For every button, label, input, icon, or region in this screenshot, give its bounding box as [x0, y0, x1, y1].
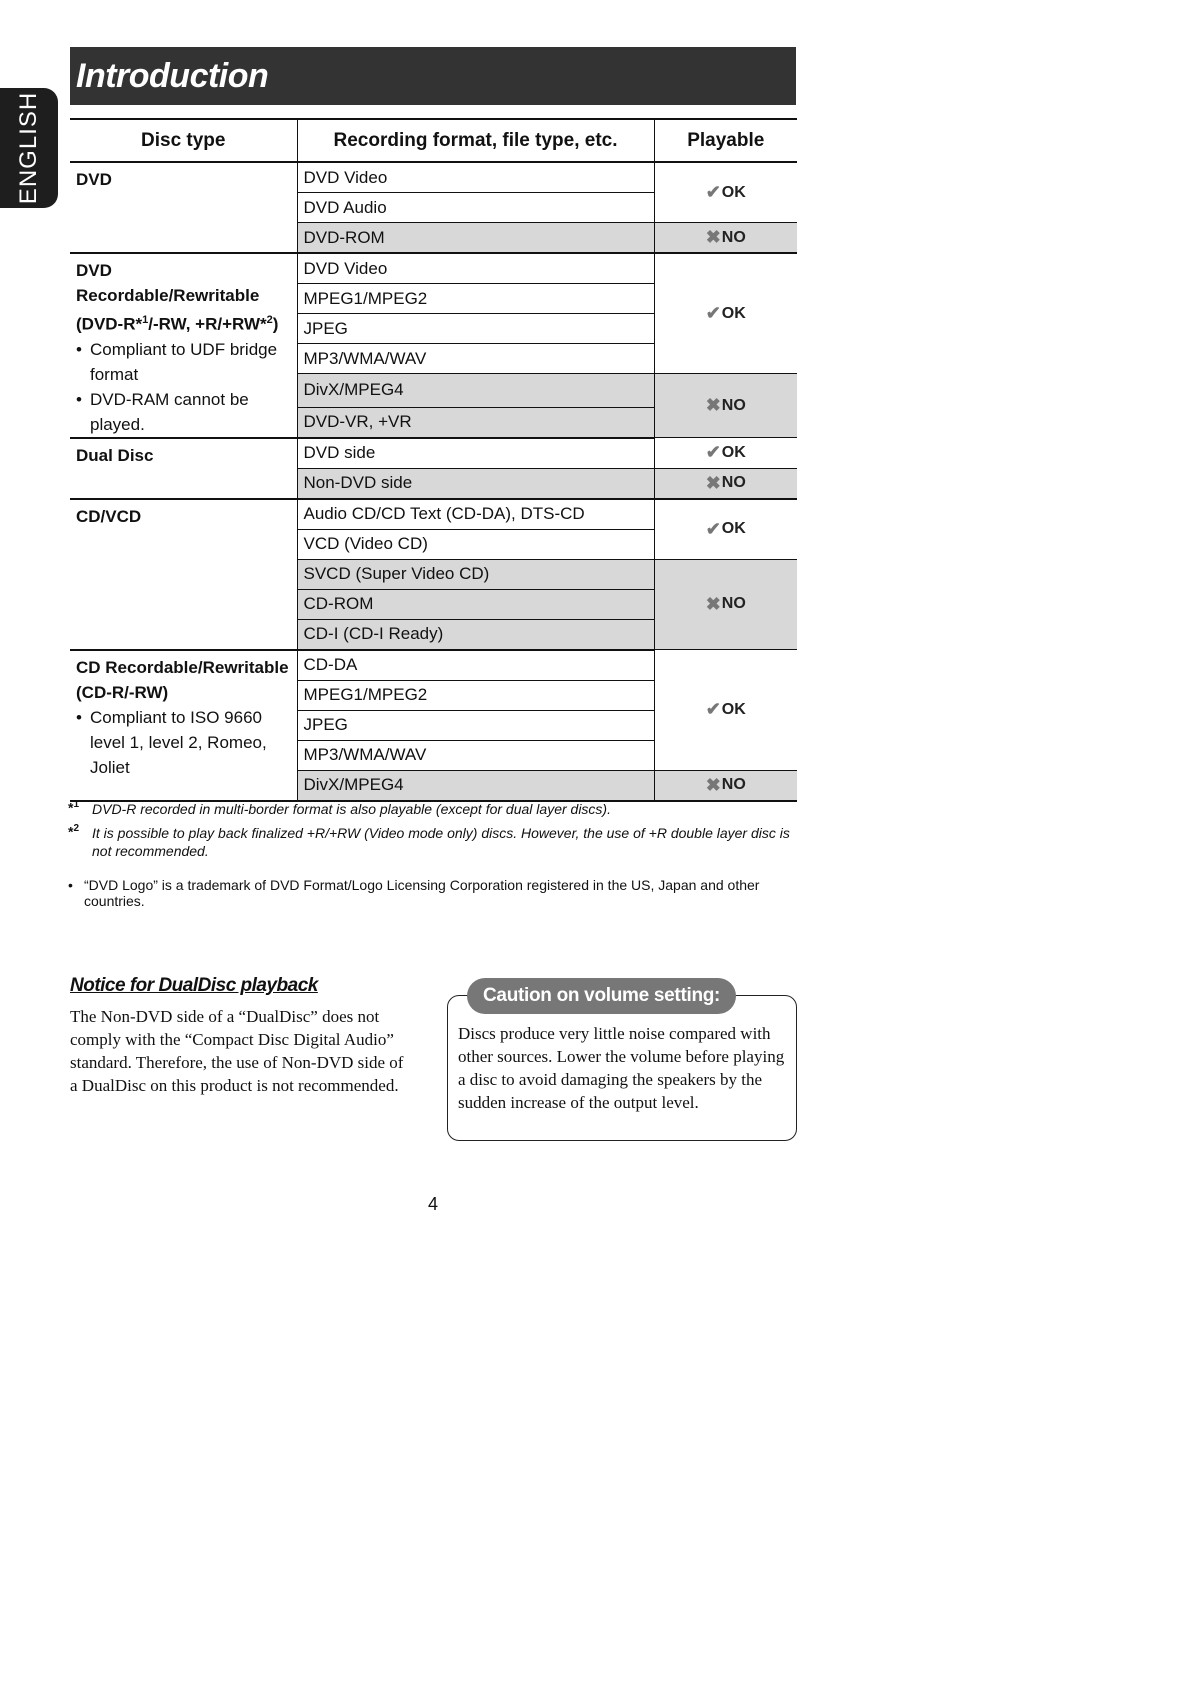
ok-label: OK: [721, 520, 746, 538]
notice-body: The Non-DVD side of a “DualDisc” does not comply with the “Compact Disc Digital Audio” standard. Therefore, the use of Non-DVD side of a DualDisc on this product is not recommended.: [70, 1007, 404, 1095]
no-badge: [706, 594, 746, 615]
format-cell: VCD (Video CD): [297, 529, 654, 559]
header-disc-type: Disc type: [70, 119, 297, 162]
header-recording-format: Recording format, file type, etc.: [297, 119, 654, 162]
language-tab: [0, 88, 58, 208]
section-title: Introduction: [76, 57, 269, 95]
format-cell: CD-I (CD-I Ready): [297, 619, 654, 650]
format-cell: JPEG: [297, 314, 654, 344]
format-cell: DVD-ROM: [297, 223, 654, 254]
disc-type-cell: [70, 499, 297, 650]
ok-label: OK: [721, 700, 746, 718]
playable-cell: [654, 499, 797, 560]
no-badge: [706, 473, 746, 494]
language-label: ENGLISH: [15, 91, 42, 205]
trademark-note: • “DVD Logo” is a trademark of DVD Format/Logo Licensing Corporation registered in the US, Japan and other countries.: [68, 877, 824, 909]
no-label: NO: [721, 595, 746, 613]
playable-cell: [654, 223, 797, 254]
no-label: NO: [721, 474, 746, 492]
disc-type-note: • DVD-RAM cannot be played.: [76, 387, 293, 437]
check-icon: ✔: [705, 303, 721, 323]
page-number: 4: [428, 1194, 439, 1214]
playable-cell: [654, 650, 797, 771]
ok-badge: [706, 303, 746, 324]
caution-box: [447, 995, 797, 1141]
playable-cell: [654, 374, 797, 438]
disc-type-cell: [70, 253, 297, 438]
format-cell: CD-ROM: [297, 589, 654, 619]
caution-body: Discs produce very little noise compared with other sources. Lower the volume before playing a disc to avoid damaging the speakers by the sudden increase of the output level.: [458, 1024, 785, 1112]
cross-icon: ✖: [705, 227, 721, 247]
format-cell: DVD-VR, +VR: [297, 407, 654, 438]
table-row: [70, 499, 797, 530]
cross-icon: ✖: [705, 593, 721, 614]
table-row: [70, 253, 797, 284]
header-playable: Playable: [654, 119, 797, 162]
footnote-1-text: DVD-R recorded in multi-border format is also playable (except for dual layer discs).: [92, 801, 611, 817]
format-cell: Audio CD/CD Text (CD-DA), DTS-CD: [297, 499, 654, 530]
footnote-2-text: It is possible to play back finalized +R/+RW (Video mode only) discs. However, the use of +R double layer disc is not recommended.: [92, 825, 790, 859]
ok-badge: [706, 699, 746, 720]
disc-type-cell: [70, 438, 297, 499]
no-badge: [706, 227, 746, 248]
table-row: [70, 650, 797, 681]
cross-icon: ✖: [705, 395, 721, 416]
table-header-row: [70, 119, 797, 162]
format-cell: DVD Video: [297, 253, 654, 284]
disc-type-name: CD Recordable/Rewritable: [76, 657, 289, 677]
no-badge: [706, 395, 746, 416]
format-cell: CD-DA: [297, 650, 654, 681]
table-row: [70, 438, 797, 469]
check-icon: ✔: [705, 182, 721, 202]
disc-type-name: DVD Recordable/Rewritable: [76, 261, 260, 305]
playable-cell: [654, 770, 797, 801]
playable-cell: [654, 438, 797, 469]
footnotes: [68, 800, 808, 866]
no-badge: [706, 775, 746, 796]
format-cell: DivX/MPEG4: [297, 770, 654, 801]
caution-title: Caution on volume setting:: [467, 978, 736, 1014]
playable-cell: [654, 162, 797, 223]
check-icon: ✔: [705, 518, 721, 539]
ok-badge: [706, 182, 746, 203]
playable-cell: [654, 468, 797, 499]
format-cell: MP3/WMA/WAV: [297, 740, 654, 770]
playable-cell: [654, 559, 797, 650]
disc-type-note: • Compliant to UDF bridge format: [76, 337, 293, 387]
format-cell: MPEG1/MPEG2: [297, 284, 654, 314]
ok-label: OK: [721, 183, 746, 201]
table-row: [70, 162, 797, 193]
format-cell: MP3/WMA/WAV: [297, 344, 654, 374]
footnote-1: [68, 800, 808, 818]
check-icon: ✔: [705, 699, 721, 720]
ok-label: OK: [721, 304, 746, 322]
footnote-2-mark: *$^2$: [68, 823, 80, 840]
disc-compatibility-table: [70, 118, 797, 802]
format-cell: DVD Video: [297, 162, 654, 193]
cross-icon: ✖: [705, 774, 721, 795]
no-label: NO: [721, 776, 746, 794]
format-cell: DVD side: [297, 438, 654, 469]
disc-type-variants: (DVD-R*$^1$/-RW, +R/+RW*$^2$): [76, 314, 279, 334]
disc-type-name: Dual Disc: [76, 445, 154, 465]
ok-label: OK: [721, 443, 746, 461]
playable-cell: [654, 253, 797, 374]
format-cell: DVD Audio: [297, 193, 654, 223]
section-banner: [70, 47, 796, 105]
cross-icon: ✖: [705, 472, 721, 493]
footnote-1-mark: *$^1$: [68, 799, 80, 816]
check-icon: ✔: [705, 442, 721, 463]
no-label: NO: [721, 228, 746, 246]
format-cell: MPEG1/MPEG2: [297, 680, 654, 710]
disc-type-name: DVD: [76, 170, 112, 189]
disc-type-note: • Compliant to ISO 9660 level 1, level 2, Romeo, Joliet: [76, 705, 293, 780]
ok-badge: [706, 442, 746, 463]
disc-type-cell: [70, 162, 297, 253]
no-label: NO: [721, 396, 746, 414]
ok-badge: [706, 519, 746, 540]
format-cell: JPEG: [297, 710, 654, 740]
disc-type-variants: (CD-R/-RW): [76, 682, 169, 702]
footnote-2: [68, 824, 808, 860]
format-cell: SVCD (Super Video CD): [297, 559, 654, 589]
disc-type-name: CD/VCD: [76, 506, 142, 526]
format-cell: DivX/MPEG4: [297, 374, 654, 408]
disc-type-cell: [70, 650, 297, 801]
format-cell: Non-DVD side: [297, 468, 654, 499]
notice-title: Notice for DualDisc playback: [70, 975, 318, 996]
